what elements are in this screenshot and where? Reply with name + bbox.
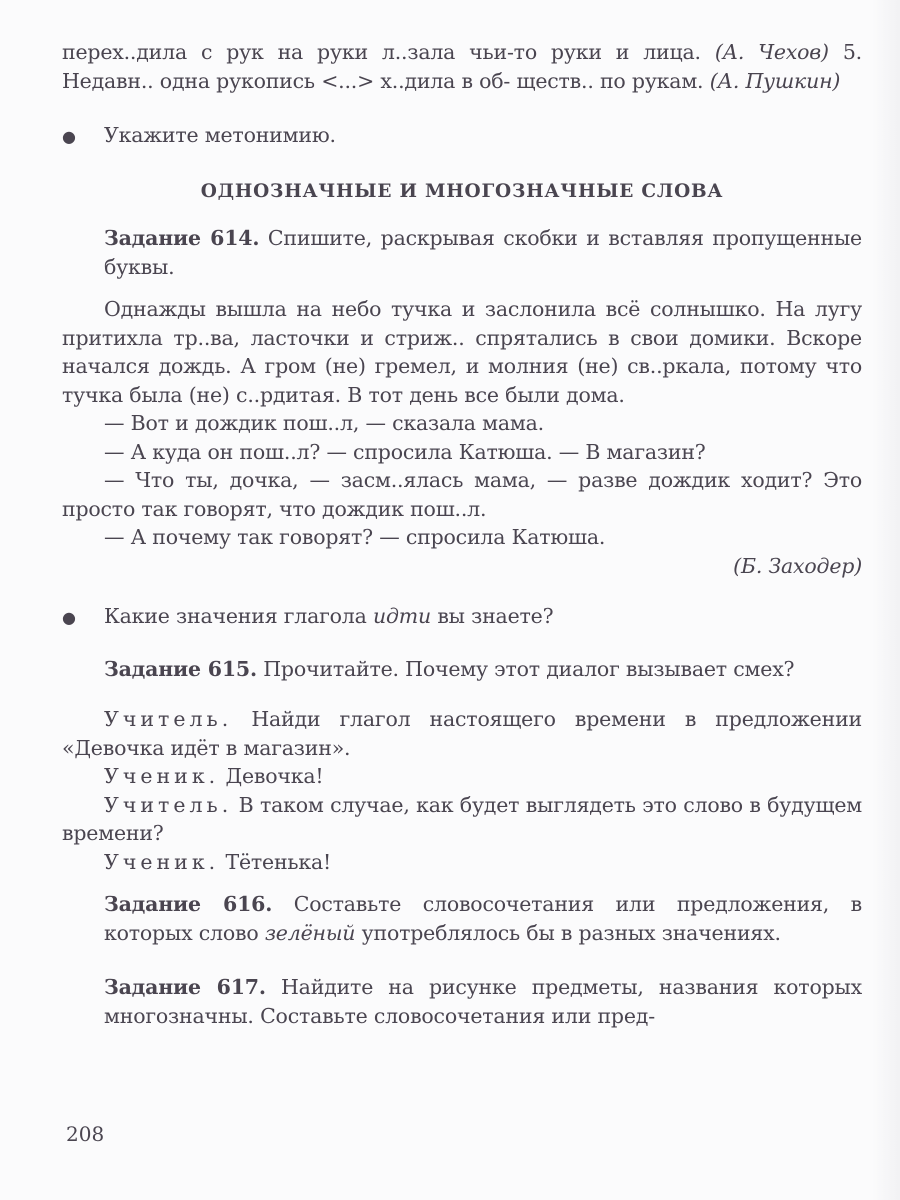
continuation-line2: 5. Недавн.. одна рукопись <...> х..дила в об- xyxy=(62,40,862,93)
bullet-metonymy xyxy=(62,121,862,152)
speech: Девочка! xyxy=(219,764,324,788)
page-edge-shadow xyxy=(872,0,900,1200)
task-616-italic: зелёный xyxy=(264,920,356,945)
speaker: Учитель. xyxy=(104,707,233,731)
speaker: Ученик. xyxy=(104,764,220,788)
bullet-idti-after: вы знаете? xyxy=(431,604,554,628)
continuation-paragraph xyxy=(62,38,862,95)
bullet-idti-text xyxy=(104,602,553,631)
speech: Найди глагол настоящего времени в предложении «Девочка идёт в магазин». xyxy=(62,707,862,760)
continuation-line1: перех..дила с рук на руки л..зала чьи-то руки и лица. xyxy=(62,40,701,64)
task-615 xyxy=(62,655,862,684)
speech: В таком случае, как будет выглядеть это слово в будущем времени? xyxy=(62,792,862,845)
task-616-after: употреблялось бы в разных значениях. xyxy=(355,920,781,945)
dialogue-line: — А почему так говорят? — спросила Катюша. xyxy=(104,525,606,549)
speech: Тётенька! xyxy=(219,849,332,874)
dialogue-line xyxy=(62,848,862,877)
page-number: 208 xyxy=(66,1122,105,1146)
author-chekhov: (А. Чехов) xyxy=(714,40,829,64)
task-614-text: Спишите, раскрывая скобки и вставляя пропущенные буквы. xyxy=(104,226,862,279)
task-617 xyxy=(62,973,862,1030)
continuation-line3: ществ.. по рукам. xyxy=(516,68,710,93)
section-heading: ОДНОЗНАЧНЫЕ И МНОГОЗНАЧНЫЕ СЛОВА xyxy=(200,180,724,202)
task-614-label: Задание 614. xyxy=(104,226,260,250)
task-617-label: Задание 617. xyxy=(104,975,266,999)
task-616-label: Задание 616. xyxy=(104,892,273,916)
dialogue-line: — Вот и дождик пош..л, — сказала мама. xyxy=(104,411,544,435)
task-614 xyxy=(62,224,862,281)
dialogue-line xyxy=(62,705,862,762)
speaker: Ученик. xyxy=(104,849,220,874)
author-zakhoder: (Б. Заходер) xyxy=(733,553,862,578)
dialogue-line: — А куда он пош..л? — спросила Катюша. — В магазин? xyxy=(104,439,706,464)
author-pushkin: (А. Пушкин) xyxy=(709,68,841,93)
bullet-idti xyxy=(62,602,862,633)
bullet-idti-before: Какие значения глагола xyxy=(104,604,373,628)
dialogue-line xyxy=(62,762,862,791)
dialogue-line: — Что ты, дочка, — засм..ялась мама, — разве дождик ходит? Это просто так говорят, что дождик пош..л. xyxy=(62,468,862,521)
bullet-metonymy-text: Укажите метонимию. xyxy=(104,123,336,147)
textbook-page xyxy=(62,38,862,1030)
task-616 xyxy=(62,890,862,947)
task-617-text: Найдите на рисунке предметы, названия которых многозначны. Составьте словосочетания или пред- xyxy=(104,975,862,1028)
bullet-icon: ● xyxy=(62,608,76,627)
task-614-passage: Однажды вышла на небо тучка и заслонила всё солнышко. На лугу притихла тр..ва, ласточки и стриж.. спрятались в свои домики. Вскоре начался дождь. А гром (не) гремел, и молния (не) св..ркала, потому что тучка была (не) с..рдитая. В тот день все были дома. xyxy=(62,297,862,407)
speaker: Учитель. xyxy=(104,792,233,817)
task-615-text: Прочитайте. Почему этот диалог вызывает смех? xyxy=(256,656,795,681)
dialogue-line xyxy=(62,791,862,848)
task-616-before: Составьте словосочетания или предложения, в которых слово xyxy=(104,892,862,945)
task-615-label: Задание 615. xyxy=(104,656,257,681)
bullet-icon: ● xyxy=(62,127,76,146)
bullet-idti-italic: идти xyxy=(372,604,432,628)
